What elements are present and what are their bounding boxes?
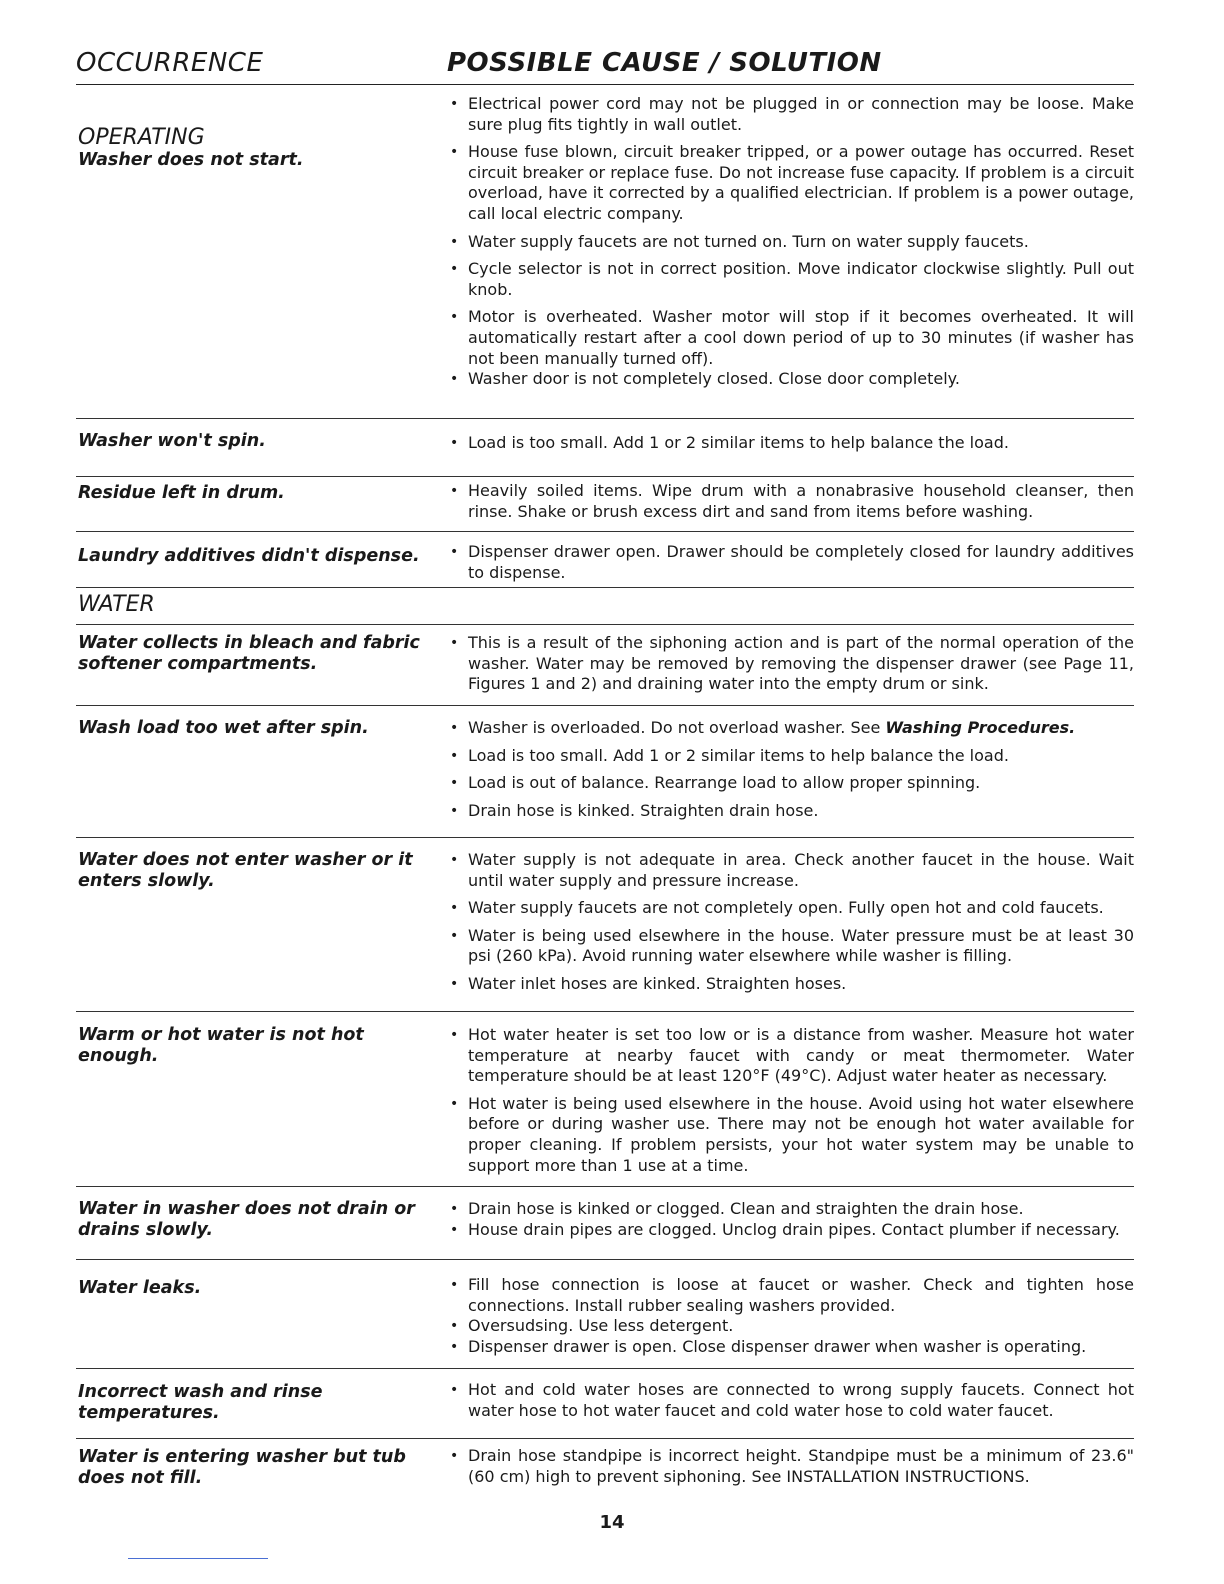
table-row [76, 1187, 1134, 1260]
solution-item: • Washer door is not completely closed. Close door completely. [448, 369, 1134, 390]
page-number: 14 [599, 1512, 625, 1533]
occurrence-label: Washer does not start. [78, 150, 304, 170]
solution-item: • Drain hose is kinked or clogged. Clean and straighten the drain hose. [448, 1199, 1134, 1220]
table-row [76, 419, 1134, 477]
occurrence-label: Residue left in drum. [78, 483, 285, 503]
solution-item: • Load is too small. Add 1 or 2 similar items to help balance the load. [448, 433, 1134, 454]
solution-item: • Electrical power cord may not be plugged in or connection may be loose. Make sure plug fits tightly in wall outlet. [448, 94, 1134, 135]
table-row [76, 1439, 1134, 1499]
table-row [76, 1369, 1134, 1439]
occurrence-column-header: OCCURRENCE [76, 48, 264, 78]
solution-item: • Water supply is not adequate in area. Check another faucet in the house. Wait until water supply and pressure increase. [448, 850, 1134, 891]
occurrence-label: Wash load too wet after spin. [78, 718, 369, 738]
solution-item: • Hot water heater is set too low or is a distance from washer. Measure hot water temperature at nearby faucet with candy or meat thermometer. Water temperature should be at least 120°F (49°C). Adjust water heater as necessary. [448, 1025, 1134, 1087]
solution-column-header: POSSIBLE CAUSE / SOLUTION [447, 48, 882, 78]
solution-item: • Heavily soiled items. Wipe drum with a nonabrasive household cleanser, then rinse. Shake or brush excess dirt and sand from items before washing. [448, 481, 1134, 522]
occurrence-label: Water does not enter washer or it enters slowly. [78, 850, 413, 891]
solution-item: • Dispenser drawer open. Drawer should be completely closed for laundry additives to dispense. [448, 542, 1134, 583]
occurrence-label: Laundry additives didn't dispense. [78, 546, 420, 566]
solution-item: • Water supply faucets are not completely open. Fully open hot and cold faucets. [448, 898, 1134, 919]
solution-item: • Dispenser drawer is open. Close dispenser drawer when washer is operating. [448, 1337, 1134, 1358]
troubleshooting-table [76, 44, 1134, 1499]
occurrence-label: Water in washer does not drain or drains slowly. [78, 1199, 415, 1240]
table-row [76, 838, 1134, 1012]
footer-divider [128, 1558, 268, 1559]
table-row [76, 477, 1134, 532]
solution-item: • Hot water is being used elsewhere in the house. Avoid using hot water elsewhere before or during washer use. There may not be enough hot water available for proper cleaning. If problem persists, your hot water system may be unable to support more than 1 use at a time. [448, 1094, 1134, 1176]
section-title-water: WATER [78, 592, 155, 617]
section-title-operating: OPERATING [78, 125, 205, 150]
occurrence-label: Water leaks. [78, 1278, 202, 1298]
table-row [76, 532, 1134, 588]
section-heading-water [76, 588, 1134, 625]
solution-item: • This is a result of the siphoning action and is part of the normal operation of the washer. Water may be removed by removing the dispenser drawer (see Page 11, Figures 1 and 2) and draining water into the empty drum or sink. [448, 633, 1134, 695]
table-row [76, 1260, 1134, 1369]
occurrence-label: Water is entering washer but tub does not fill. [78, 1447, 406, 1488]
solution-item: • Fill hose connection is loose at faucet or washer. Check and tighten hose connections. Install rubber sealing washers provided. [448, 1275, 1134, 1316]
solution-item: • Cycle selector is not in correct position. Move indicator clockwise slightly. Pull out knob. [448, 259, 1134, 300]
solution-item: • Drain hose standpipe is incorrect height. Standpipe must be a minimum of 23.6" (60 cm) high to prevent siphoning. See INSTALLATION INSTRUCTIONS. [448, 1446, 1134, 1487]
occurrence-label: Water collects in bleach and fabric softener compartments. [78, 633, 420, 674]
solution-item: • Drain hose is kinked. Straighten drain hose. [448, 801, 1134, 822]
table-row [76, 625, 1134, 706]
occurrence-label: Incorrect wash and rinse temperatures. [78, 1382, 323, 1423]
solution-item: • Water inlet hoses are kinked. Straighten hoses. [448, 974, 1134, 995]
solution-item: • Load is out of balance. Rearrange load to allow proper spinning. [448, 773, 1134, 794]
occurrence-label: Warm or hot water is not hot enough. [78, 1025, 364, 1066]
table-row [76, 706, 1134, 838]
solution-item: • House fuse blown, circuit breaker tripped, or a power outage has occurred. Reset circuit breaker or replace fuse. Do not increase fuse capacity. If problem is a circuit overload, have it corrected by a qualified electrician. If problem is a power outage, call local electric company. [448, 142, 1134, 224]
solution-item: • Washer is overloaded. Do not overload washer. See Washing Procedures. [448, 718, 1134, 739]
solution-item: • Oversudsing. Use less detergent. [448, 1316, 1134, 1337]
solution-item: • Motor is overheated. Washer motor will stop if it becomes overheated. It will automatically restart after a cool down period of up to 30 minutes (if washer has not been manually turned off). [448, 307, 1134, 369]
table-row [76, 1012, 1134, 1187]
table-header [76, 44, 1134, 85]
solution-item: • Water is being used elsewhere in the house. Water pressure must be at least 30 psi (260 kPa). Avoid running water elsewhere while washer is filling. [448, 926, 1134, 967]
solution-item: • Load is too small. Add 1 or 2 similar items to help balance the load. [448, 746, 1134, 767]
table-row [76, 85, 1134, 419]
solution-item: • Hot and cold water hoses are connected to wrong supply faucets. Connect hot water hose to hot water faucet and cold water hose to cold water faucet. [448, 1380, 1134, 1421]
occurrence-label: Washer won't spin. [78, 431, 266, 451]
solution-item: • Water supply faucets are not turned on. Turn on water supply faucets. [448, 232, 1134, 253]
washing-procedures-reference: Washing Procedures. [885, 718, 1076, 737]
solution-item: • House drain pipes are clogged. Unclog drain pipes. Contact plumber if necessary. [448, 1220, 1134, 1241]
